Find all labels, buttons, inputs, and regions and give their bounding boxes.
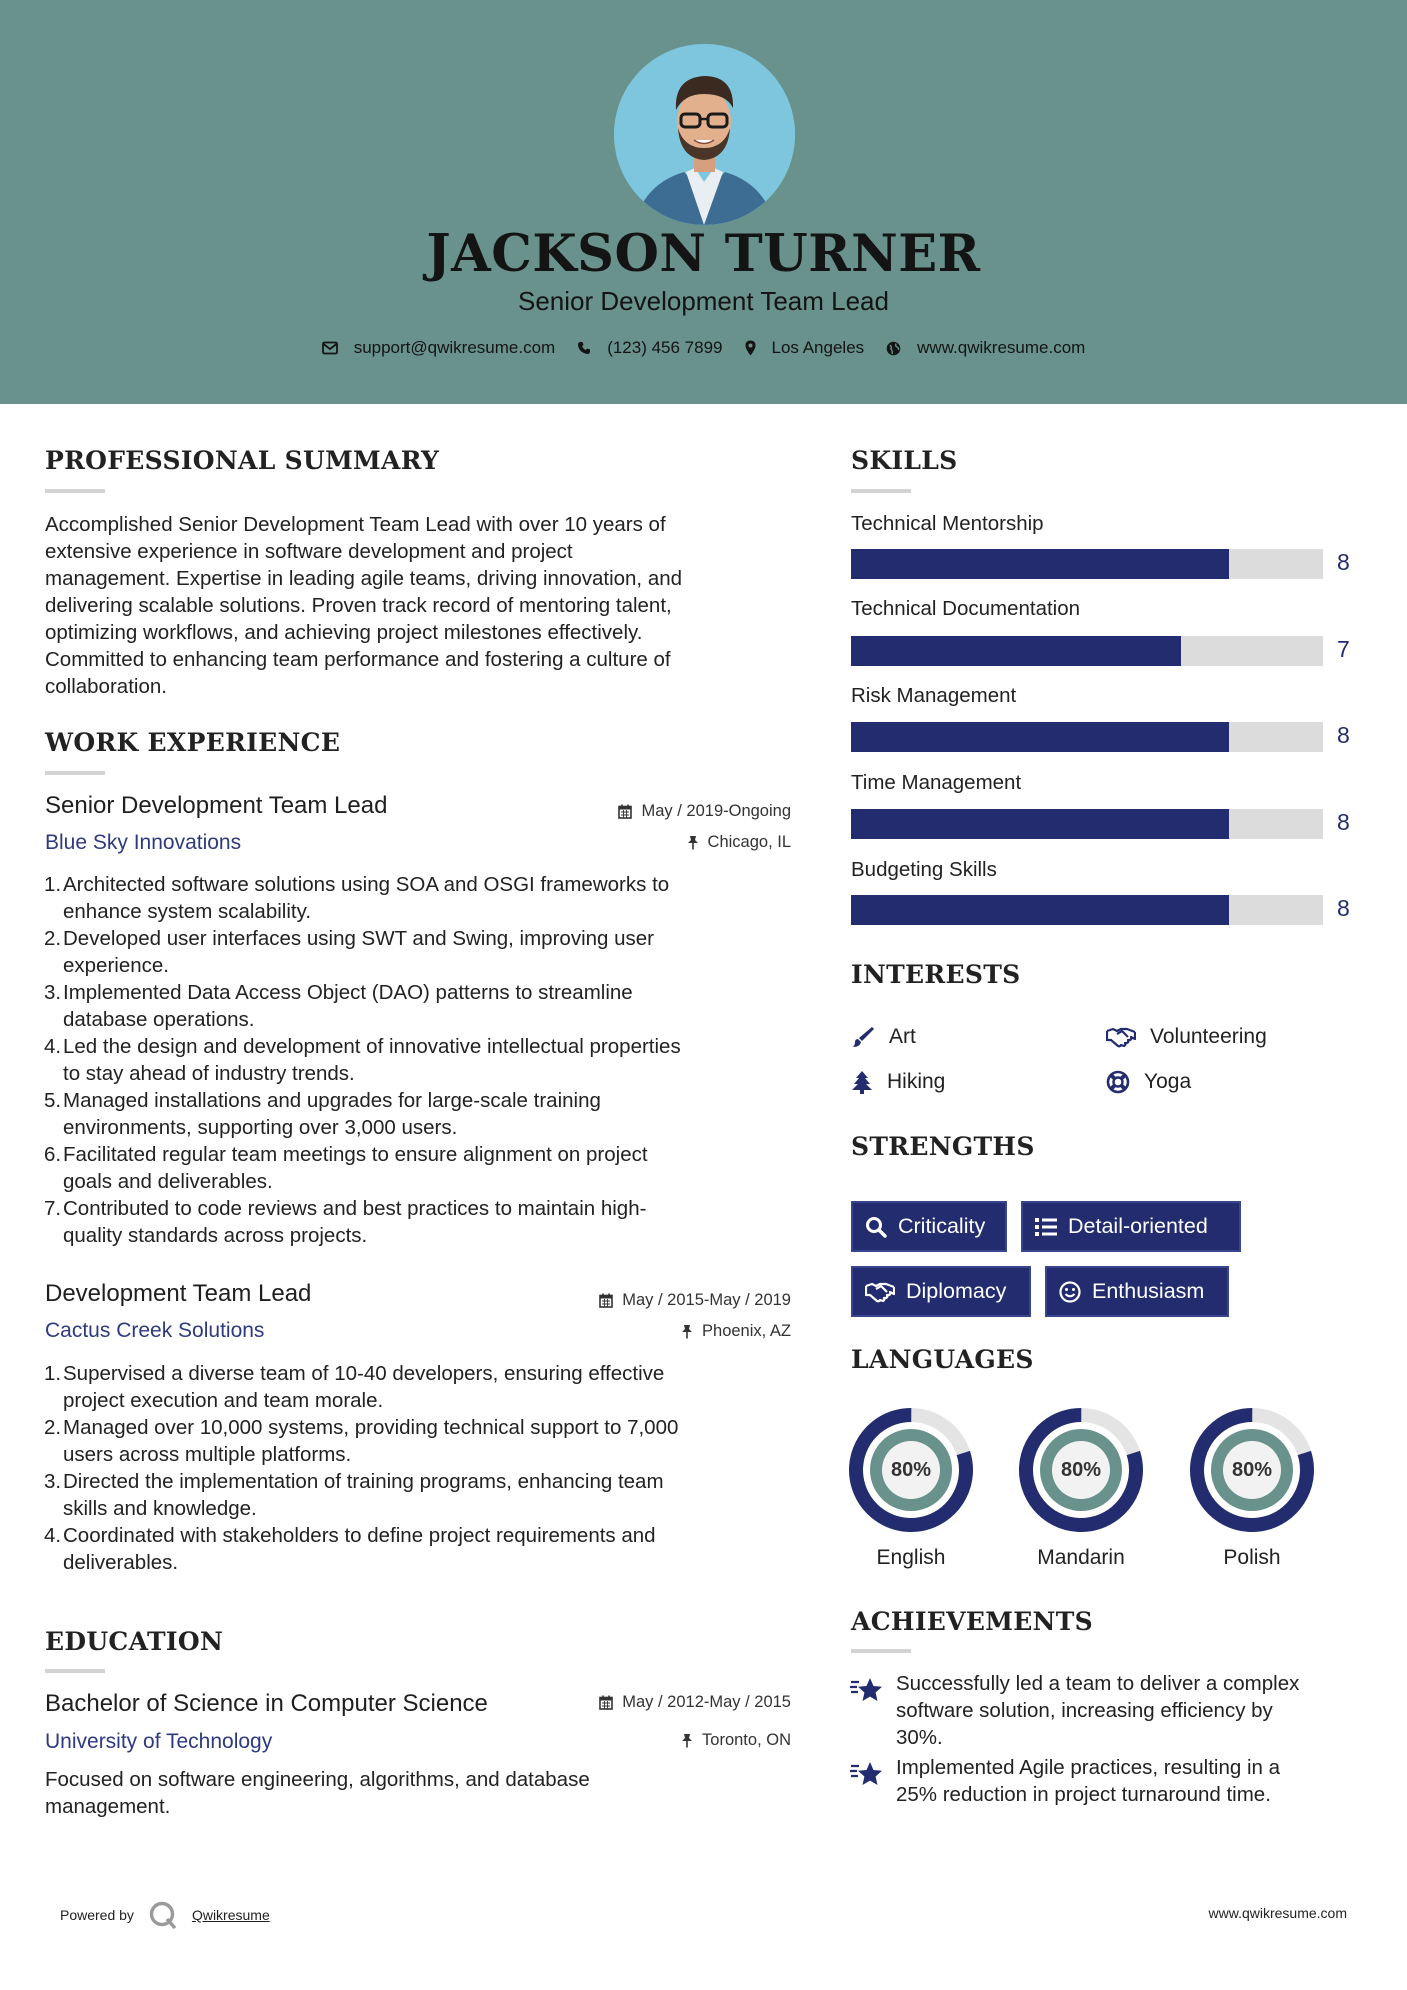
list-number: 4. <box>44 1035 62 1058</box>
smile-icon <box>1059 1281 1081 1303</box>
achievement-line: 30%. <box>896 1726 943 1749</box>
list-icon <box>1035 1217 1057 1237</box>
pushpin-icon <box>681 1733 693 1748</box>
interest-label: Yoga <box>1144 1070 1192 1093</box>
contact-website[interactable] <box>886 338 1085 358</box>
achievements-divider <box>851 1649 911 1653</box>
job-date <box>599 1291 791 1310</box>
achievement-line: software solution, increasing efficiency by <box>896 1699 1273 1722</box>
list-number: 2. <box>44 1416 62 1439</box>
resume-header <box>0 0 1407 404</box>
skill-bar-fill <box>851 809 1229 839</box>
list-item <box>45 1468 805 1522</box>
footer-powered-by <box>60 1900 270 1930</box>
contact-location <box>745 338 865 358</box>
language-percent: 80% <box>1231 1458 1273 1481</box>
achievements-heading: ACHIEVEMENTS <box>851 1607 1093 1636</box>
list-line: deliverables. <box>63 1551 179 1574</box>
interest-item <box>851 1025 916 1049</box>
list-number: 5. <box>44 1089 62 1112</box>
footer-website[interactable]: www.qwikresume.com <box>1208 1905 1347 1921</box>
skill-label: Budgeting Skills <box>851 858 997 881</box>
job-date <box>618 802 791 821</box>
school-name: University of Technology <box>45 1730 273 1753</box>
language-name: Mandarin <box>1037 1546 1125 1569</box>
job-title: Senior Development Team Lead <box>45 792 388 819</box>
list-line: quality standards across projects. <box>63 1224 368 1247</box>
skill-score: 8 <box>1337 549 1350 575</box>
summary-line: optimizing workflows, and achieving project milestones effectively. <box>45 621 643 644</box>
skills-divider <box>851 489 911 493</box>
qwikresume-logo-icon <box>148 1900 178 1930</box>
interest-item <box>851 1070 945 1094</box>
list-line: database operations. <box>63 1008 255 1031</box>
contact-location-text: Los Angeles <box>771 338 865 357</box>
list-number: 2. <box>44 927 62 950</box>
strengths-heading: STRENGTHS <box>851 1132 1035 1161</box>
list-line: Facilitated regular team meetings to ensure alignment on project <box>63 1143 648 1166</box>
strength-chip <box>851 1266 1031 1317</box>
summary-line: extensive experience in software development and project <box>45 540 573 563</box>
interest-label: Art <box>889 1025 916 1048</box>
list-number: 6. <box>44 1143 62 1166</box>
list-item <box>45 871 805 925</box>
job-company: Blue Sky Innovations <box>45 831 242 854</box>
job-duties-list <box>45 1360 805 1576</box>
pushpin-icon <box>687 835 699 850</box>
education-date-text: May / 2012-May / 2015 <box>622 1693 791 1711</box>
job-location <box>681 1322 791 1341</box>
list-item <box>45 1522 805 1576</box>
job-date-text: May / 2019-Ongoing <box>641 802 791 820</box>
job-location-text: Chicago, IL <box>707 833 791 851</box>
summary-line: delivering scalable solutions. Proven track record of mentoring talent, <box>45 594 672 617</box>
contact-phone-text: (123) 456 7899 <box>607 338 723 357</box>
skill-bar-fill <box>851 636 1181 666</box>
achievement-line: Implemented Agile practices, resulting in a <box>896 1756 1281 1779</box>
contact-website-text: www.qwikresume.com <box>917 338 1086 357</box>
handshake-icon <box>1106 1026 1136 1048</box>
list-item <box>45 979 805 1033</box>
list-line: Directed the implementation of training programs, enhancing team <box>63 1470 664 1493</box>
list-number: 1. <box>44 1362 62 1385</box>
globe-icon <box>886 341 901 356</box>
strength-chip <box>1021 1201 1241 1252</box>
list-item <box>45 1141 805 1195</box>
contact-email-text: support@qwikresume.com <box>353 338 556 357</box>
list-line: Managed over 10,000 systems, providing technical support to 7,000 <box>63 1416 679 1439</box>
language-name: English <box>876 1546 946 1569</box>
contact-phone[interactable] <box>577 338 722 358</box>
list-line: to stay ahead of industry trends. <box>63 1062 355 1085</box>
achievement-item <box>896 1670 1366 1751</box>
achievement-line: 25% reduction in project turnaround time. <box>896 1783 1271 1806</box>
star-award-icon <box>849 1760 883 1790</box>
languages-heading: LANGUAGES <box>851 1345 1034 1374</box>
skill-bar-fill <box>851 895 1229 925</box>
strength-chip <box>1045 1266 1229 1317</box>
summary-line: management. Expertise in leading agile teams, driving innovation, and <box>45 567 683 590</box>
skill-bar-track <box>851 636 1323 666</box>
strength-label: Diplomacy <box>906 1279 1007 1303</box>
achievement-item <box>896 1754 1366 1808</box>
list-item <box>45 1414 805 1468</box>
skill-label: Technical Mentorship <box>851 512 1044 535</box>
summary-heading: PROFESSIONAL SUMMARY <box>45 446 440 475</box>
interest-label: Hiking <box>887 1070 946 1093</box>
list-item <box>45 1360 805 1414</box>
list-line: Architected software solutions using SOA and OSGI frameworks to <box>63 873 670 896</box>
list-line: Managed installations and upgrades for large-scale training <box>63 1089 601 1112</box>
pushpin-icon <box>681 1324 693 1339</box>
degree-title: Bachelor of Science in Computer Science <box>45 1690 488 1717</box>
search-icon <box>865 1216 887 1238</box>
phone-icon <box>577 341 591 355</box>
experience-divider <box>45 771 105 775</box>
list-item <box>45 925 805 979</box>
list-line: goals and deliverables. <box>63 1170 273 1193</box>
education-date <box>599 1693 791 1712</box>
list-number: 7. <box>44 1197 62 1220</box>
list-line: users across multiple platforms. <box>63 1443 352 1466</box>
language-item <box>1019 1408 1143 1569</box>
education-divider <box>45 1669 105 1673</box>
interest-item <box>1106 1025 1267 1049</box>
strength-chip <box>851 1201 1007 1252</box>
education-location-text: Toronto, ON <box>702 1731 791 1749</box>
strength-label: Detail-oriented <box>1068 1214 1208 1238</box>
list-number: 3. <box>44 1470 62 1493</box>
education-heading: EDUCATION <box>45 1627 224 1656</box>
skills-heading: SKILLS <box>851 446 958 475</box>
star-award-icon <box>849 1676 883 1706</box>
interest-item <box>1106 1070 1191 1094</box>
skill-bar-fill <box>851 722 1229 752</box>
education-location <box>681 1731 791 1750</box>
job-company: Cactus Creek Solutions <box>45 1319 265 1342</box>
brush-icon <box>851 1025 875 1049</box>
list-number: 1. <box>44 873 62 896</box>
summary-line: collaboration. <box>45 675 167 698</box>
skill-score: 8 <box>1337 895 1350 921</box>
list-item <box>45 1195 805 1249</box>
list-line: Supervised a diverse team of 10-40 developers, ensuring effective <box>63 1362 665 1385</box>
map-marker-icon <box>745 340 756 356</box>
life-ring-icon <box>1106 1070 1130 1094</box>
contact-email[interactable] <box>322 338 556 358</box>
achievement-line: Successfully led a team to deliver a complex <box>896 1672 1300 1695</box>
list-line: enhance system scalability. <box>63 900 312 923</box>
job-location <box>687 833 791 852</box>
language-percent: 80% <box>1060 1458 1102 1481</box>
skill-bar-track <box>851 549 1323 579</box>
language-item <box>1190 1408 1314 1569</box>
qwikresume-link[interactable]: Qwikresume <box>191 1907 270 1923</box>
calendar-icon <box>618 804 632 819</box>
list-line: Contributed to code reviews and best practices to maintain high- <box>63 1197 647 1220</box>
summary-divider <box>45 489 105 493</box>
tree-icon <box>851 1070 873 1094</box>
calendar-icon <box>599 1695 613 1710</box>
list-item <box>45 1087 805 1141</box>
strength-label: Criticality <box>898 1214 986 1238</box>
skill-score: 8 <box>1337 809 1350 835</box>
education-description <box>45 1766 805 1820</box>
list-item <box>45 1033 805 1087</box>
envelope-icon <box>322 341 338 355</box>
profile-photo <box>614 44 795 225</box>
skill-bar-track <box>851 809 1323 839</box>
skill-label: Time Management <box>851 771 1022 794</box>
skill-score: 8 <box>1337 722 1350 748</box>
list-line: project execution and team morale. <box>63 1389 384 1412</box>
language-name: Polish <box>1223 1546 1281 1569</box>
candidate-name: JACKSON TURNER <box>426 224 981 284</box>
job-date-text: May / 2015-May / 2019 <box>622 1291 791 1309</box>
summary-line: Committed to enhancing team performance and fostering a culture of <box>45 648 671 671</box>
strength-label: Enthusiasm <box>1092 1279 1205 1303</box>
job-duties-list <box>45 871 805 1249</box>
experience-heading: WORK EXPERIENCE <box>45 728 341 757</box>
job-title: Development Team Lead <box>45 1280 312 1307</box>
skill-bar-track <box>851 895 1323 925</box>
education-line: Focused on software engineering, algorithms, and database <box>45 1768 590 1791</box>
summary-line: Accomplished Senior Development Team Lead with over 10 years of <box>45 513 666 536</box>
skill-bar-track <box>851 722 1323 752</box>
calendar-icon <box>599 1293 613 1308</box>
list-line: Coordinated with stakeholders to define project requirements and <box>63 1524 656 1547</box>
list-line: environments, supporting over 3,000 users. <box>63 1116 458 1139</box>
candidate-role: Senior Development Team Lead <box>518 286 889 316</box>
interest-label: Volunteering <box>1150 1025 1267 1048</box>
language-item <box>849 1408 973 1569</box>
list-line: Led the design and development of innovative intellectual properties <box>63 1035 681 1058</box>
skill-bar-fill <box>851 549 1229 579</box>
powered-by-text: Powered by <box>60 1907 134 1923</box>
list-number: 4. <box>44 1524 62 1547</box>
list-line: experience. <box>63 954 169 977</box>
language-percent: 80% <box>890 1458 932 1481</box>
summary-text <box>45 511 805 700</box>
list-line: skills and knowledge. <box>63 1497 257 1520</box>
skill-score: 7 <box>1337 636 1350 662</box>
skill-label: Technical Documentation <box>851 597 1081 620</box>
list-line: Implemented Data Access Object (DAO) patterns to streamline <box>63 981 633 1004</box>
job-location-text: Phoenix, AZ <box>702 1322 791 1340</box>
list-line: Developed user interfaces using SWT and Swing, improving user <box>63 927 654 950</box>
list-number: 3. <box>44 981 62 1004</box>
handshake-icon <box>865 1281 895 1303</box>
contact-bar <box>0 338 1407 358</box>
education-line: management. <box>45 1795 171 1818</box>
skill-label: Risk Management <box>851 684 1017 707</box>
interests-heading: INTERESTS <box>851 960 1021 989</box>
